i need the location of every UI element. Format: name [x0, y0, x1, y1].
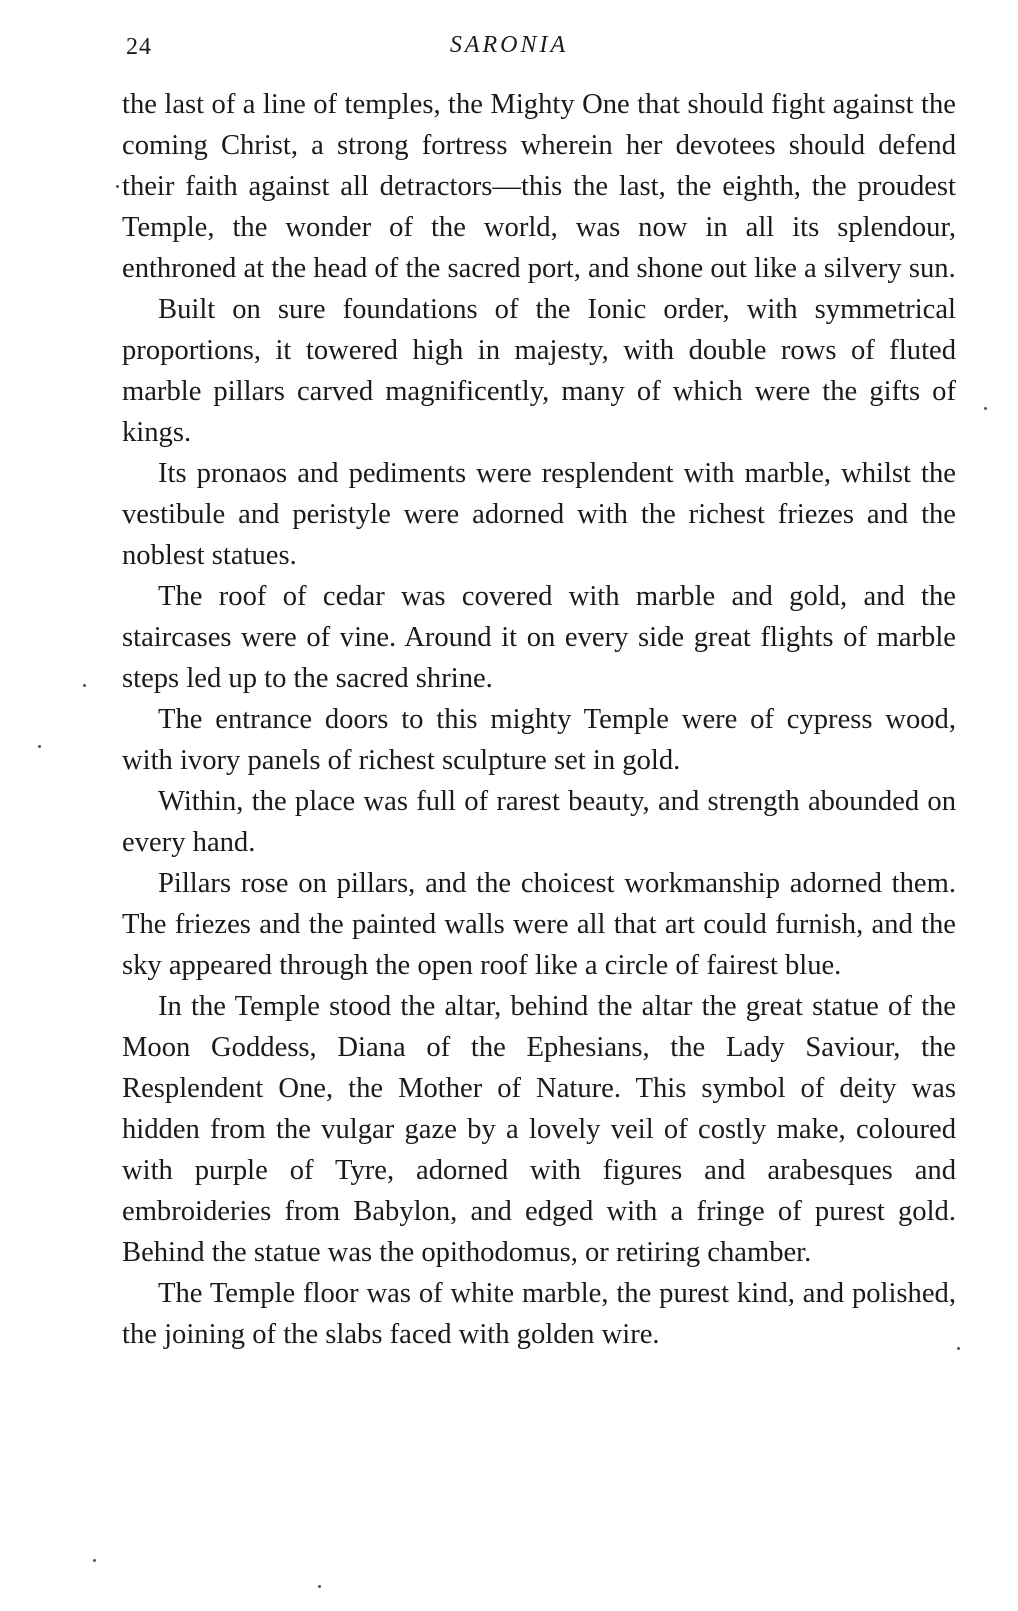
running-title: SARONIA	[449, 32, 569, 58]
paragraph: Pillars rose on pillars, and the choicest workmanship adorned them. The friezes and the painted walls were all that art could furnish, and the sky appeared through the open roof like a circle of fairest blue.	[122, 868, 956, 981]
paragraph: The entrance doors to this mighty Temple were of cypress wood, with ivory panels of richest sculpture set in gold.	[122, 704, 956, 776]
ink-speck	[83, 684, 86, 687]
paragraph: The Temple floor was of white marble, the purest kind, and polished, the joining of the slabs faced with golden wire.	[122, 1278, 956, 1350]
ink-speck	[984, 407, 987, 410]
paragraph: Built on sure foundations of the Ionic order, with symmetrical proportions, it towered high in majesty, with double rows of fluted marble pillars carved magnificently, many of which were the gifts of kings.	[122, 294, 956, 448]
paragraph: Its pronaos and pediments were resplendent with marble, whilst the vestibule and peristyle were adorned with the richest friezes and the noblest statues.	[122, 458, 956, 571]
ink-speck	[116, 185, 119, 188]
paragraph: The roof of cedar was covered with marble and gold, and the staircases were of vine. Around it on every side great flights of marble steps led up to the sacred shrine.	[122, 581, 956, 694]
ink-speck	[318, 1585, 321, 1588]
paragraph: Within, the place was full of rarest beauty, and strength abounded on every hand.	[122, 786, 956, 858]
page-header	[0, 30, 1018, 66]
ink-speck	[957, 1347, 960, 1350]
body-text	[122, 84, 956, 1355]
ink-speck	[38, 745, 41, 748]
paragraph: In the Temple stood the altar, behind the altar the great statue of the Moon Goddess, Diana of the Ephesians, the Lady Saviour, the Resplendent One, the Mother of Nature. This symbol of deity was hidden from the vulgar gaze by a lovely veil of costly make, coloured with purple of Tyre, adorned with figures and arabesques and embroideries from Babylon, and edged with a fringe of purest gold. Behind the statue was the opithodomus, or retiring chamber.	[122, 991, 956, 1268]
paragraph: the last of a line of temples, the Mighty One that should fight against the coming Christ, a strong fortress wherein her devotees should defend their faith against all detractors—this the last, the eighth, the proudest Temple, the wonder of the world, was now in all its splendour, enthroned at the head of the sacred port, and shone out like a silvery sun.	[122, 89, 956, 284]
page-number: 24	[126, 34, 152, 60]
ink-speck	[93, 1559, 96, 1562]
